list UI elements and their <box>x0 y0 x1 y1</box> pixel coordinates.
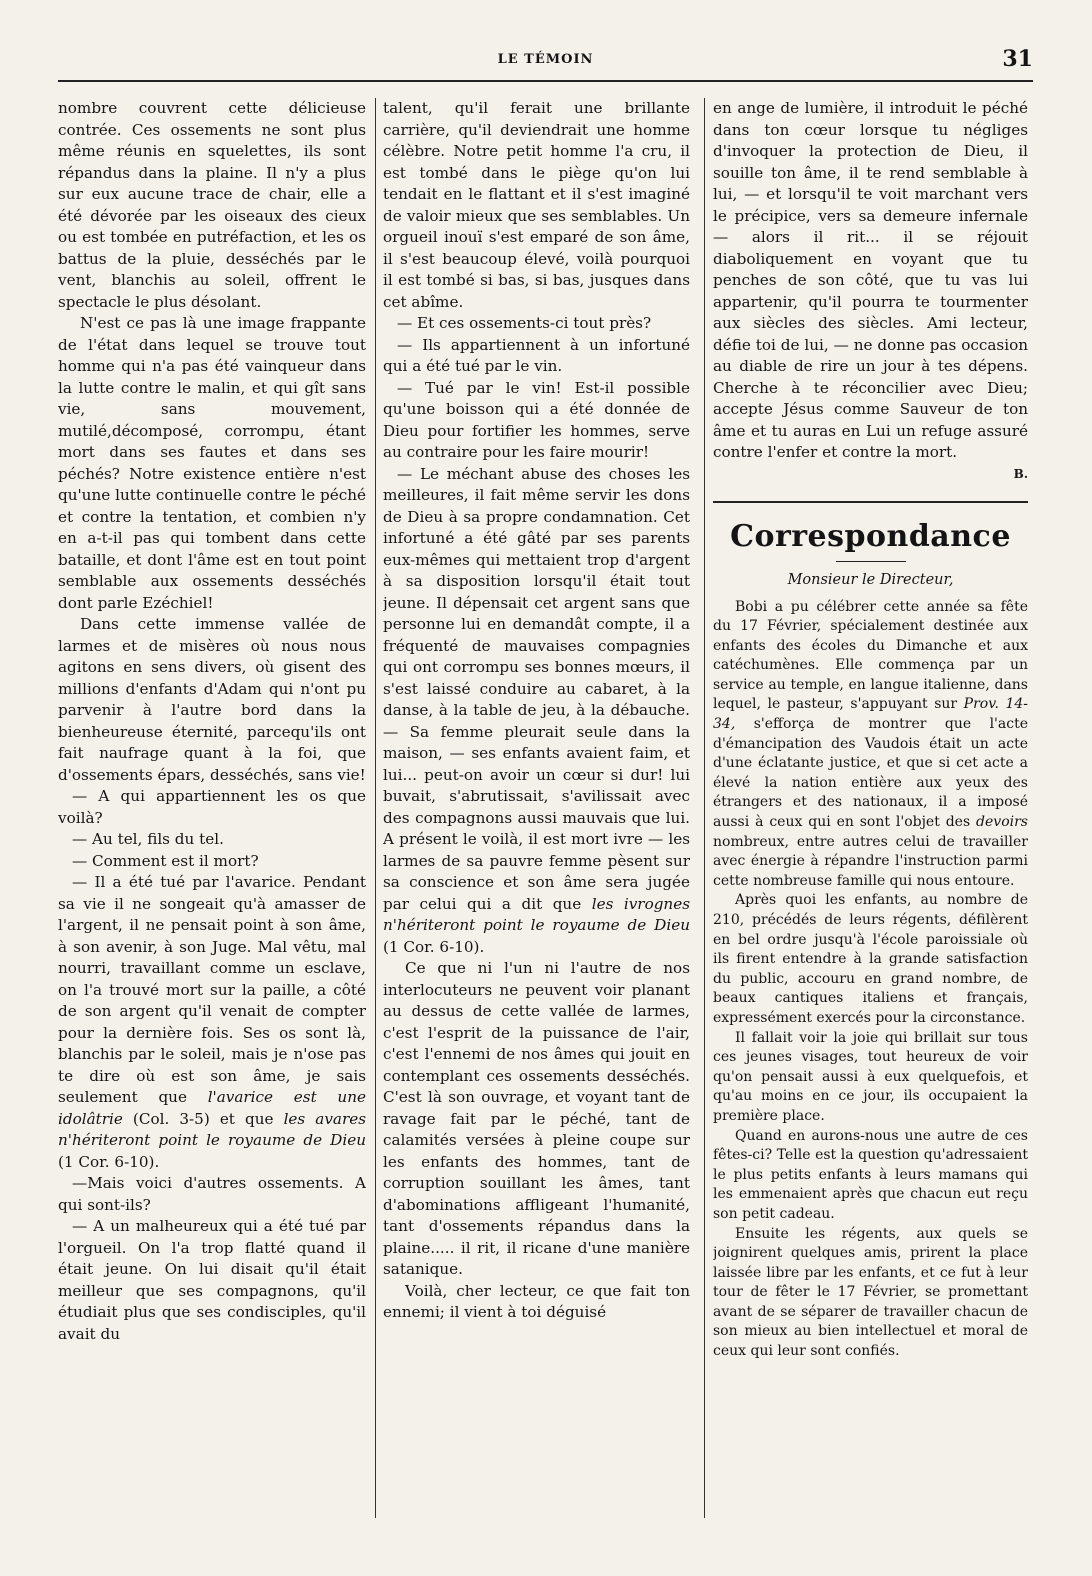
paragraph: Ce que ni l'un ni l'autre de nos interlocuteurs ne peuvent voir planant au dessus de cette vallée de larmes, c'est l'esprit de la puissance de l'air, c'est l'ennemi de nos âmes qui jouit en contemplant ces ossements desséchés. C'est là son ouvrage, et voyant tant de ravage fait par le péché, tant de calamités versées à pleine coupe sur les enfants des hommes, tant de corruption souillant les âmes, tant d'abominations affligeant l'humanité, tant d'ossements répandus dans la plaine..... il rit, il ricane d'une manière satanique. <box>383 959 690 1278</box>
paragraph: Quand en aurons-nous une autre de ces fêtes-ci? Telle est la question qu'adressaient le plus petits enfants à leurs mamans qui les emmenaient après que chacun eut reçu son petit cadeau. <box>713 1127 1028 1222</box>
dialogue-line: — Ils appartiennent à un infortuné qui a été tué par le vin. <box>383 335 690 375</box>
paragraph: Voilà, cher lecteur, ce que fait ton ennemi; il vient à toi déguisé <box>383 1281 690 1321</box>
paragraph: Après quoi les enfants, au nombre de 210, précédés de leurs régents, défilèrent en bel ordre jusqu'à l'école paroissiale où ils firent entendre à la grande satisfaction du public, accouru en grand nombre, de beaux cantiques italiens et français, expressément exercés pour la circonstance. <box>713 892 1028 1026</box>
paragraph: nombre couvrent cette délicieuse contrée. Ces ossements ne sont plus même réunis en squelettes, ils sont répandus dans la plaine. Il n'y a plus sur eux aucune trace de chair, elle a été dévorée par les oiseaux des cieux ou est tombée en putréfaction, et les os battus de la pluie, desséchés par le vent, blanchis au soleil, offrent le spectacle le plus désolant. <box>58 99 366 311</box>
page-number: 31 <box>1002 46 1033 72</box>
column-rule <box>375 98 376 1518</box>
paragraph: talent, qu'il ferait une brillante carrière, qu'il deviendrait une homme célèbre. Notre petit homme l'a cru, il est tombé dans le piège qu'on lui tendait en le flattant et il s'est imaginé de valoir mieux que ses semblables. Un orgueil inouï s'est emparé de son âme, il s'est beaucoup élevé, voilà pourquoi il est tombé si bas, si bas, jusques dans cet abîme. <box>383 99 690 311</box>
section-title: Correspondance <box>730 519 1011 554</box>
page-header <box>58 46 1033 76</box>
dialogue-line: — Tué par le vin! Est-il possible qu'une boisson qui a été donnée de Dieu pour fortifier les hommes, serve au contraire pour les faire mourir! <box>383 378 690 461</box>
text-run: nombreux, entre autres celui de travailler avec énergie à répandre l'instruction parmi cette nombreuse famille qui nous entoure. <box>713 833 1028 889</box>
scripture-quote: les ivrognes n'hériteront point le royaume de Dieu <box>383 894 690 934</box>
scripture-quote: les avares n'hériteront point le royaume de Dieu <box>58 1109 366 1149</box>
paragraph: Dans cette immense vallée de larmes et de misères où nous nous agitons en sens divers, où gisent des millions d'enfants d'Adam qui n'ont pu parvenir à l'autre bord dans la bienheureuse éternité, parcequ'ils ont fait naufrage quant à la foi, que d'ossements épars, desséchés, sans vie! <box>58 615 366 784</box>
text-run: — Il a été tué par l'avarice. Pendant sa vie il ne songeait qu'à amasser de l'argent, il ne pensait point à son âme, à son avenir, à son Juge. Mal vêtu, mal nourri, travaillant comme un esclave, on l'a trouvé mort sur la paille, a côté de son argent qu'il venait de compter pour la dernière fois. Ses os sont là, blanchis par le soleil, mais je n'ose pas te dire où est son âme, je sais seulement que <box>58 873 366 1106</box>
paragraph <box>713 598 1028 892</box>
header-rule <box>58 80 1033 82</box>
title-underline <box>836 561 906 562</box>
paragraph: Ensuite les régents, aux quels se joignirent quelques amis, prirent la place laissée libre par les enfants, et ce fut à leur tour de fêter le 17 Février, se promettant avant de se séparer de travailler chacun de son mieux au bien intellectuel et moral de ceux qui leur sont confiés. <box>713 1225 1028 1360</box>
dialogue-line <box>383 464 690 959</box>
scripture-quote: l'avarice est une idolâtrie <box>58 1088 366 1128</box>
salutation: Monsieur le Directeur, <box>787 572 954 588</box>
column-2 <box>383 98 690 1518</box>
citation: (1 Cor. 6-10). <box>58 1152 160 1171</box>
citation: (1 Cor. 6-10). <box>383 937 485 956</box>
emphasis: devoirs <box>976 814 1028 831</box>
paragraph: en ange de lumière, il introduit le péché dans ton cœur lorsque tu négliges d'invoquer la protection de Dieu, il souille ton âme, il te rend semblable à lui, — et lorsqu'il te voit marchant vers le précipice, vers sa demeure infernale — alors il rit... il se réjouit diaboliquement en voyant que tu penches de son côté, que tu vas lui appartenir, qu'il pourra te tourmenter aux siècles des siècles. Ami lecteur, défie toi de lui, — ne donne pas occasion au diable de rire un jour à tes dépens. Cherche à te réconcilier avec Dieu; accepte Jésus comme Sauveur de ton âme et tu auras en Lui un refuge assuré contre l'enfer et contre la mort. <box>713 99 1028 461</box>
column-3 <box>713 98 1028 1518</box>
dialogue-line: — Au tel, fils du tel. <box>72 830 224 848</box>
column-1 <box>58 98 366 1518</box>
dialogue-line: — Comment est il mort? <box>72 851 259 870</box>
signature: B. <box>1013 466 1028 481</box>
paragraph: Il fallait voir la joie qui brillait sur tous ces jeunes visages, tout heureux de voir qu'on pensait aussi à eux quelquefois, et qu'au moins en ce jour, ils occupaient la première place. <box>713 1029 1028 1124</box>
dialogue-line: — A qui appartiennent les os que voilà? <box>58 787 366 827</box>
text-run: — Le méchant abuse des choses les meilleures, il fait même servir les dons de Dieu à sa propre condamnation. Cet infortuné a été gâté par ses parents eux-mêmes qui mettaient trop d'argent à sa disposition lorsqu'il était tout jeune. Il dépensait cet argent sans que personne lui en demandât compte, il a fréquenté de mauvaises compagnies qui ont corrompu ses bonnes mœurs, il s'est laissé conduire au cabaret, à la danse, à la table de jeu, à la débauche. — Sa femme pleurait seule dans la maison, — ses enfants avaient faim, et lui... peut-on avoir un cœur si dur! lui buvait, s'abrutissait, s'avilissait avec des compagnons aussi mauvais que lui. A présent le voilà, il est mort ivre — les larmes de sa pauvre femme pèsent sur sa conscience et son âme sera jugée par celui qui a dit que <box>383 464 690 913</box>
column-rule <box>704 98 705 1518</box>
text-run: (Col. 3-5) et que <box>132 1109 274 1128</box>
scripture-ref: Prov. 14-34, <box>713 696 1028 733</box>
section-rule <box>713 501 1028 503</box>
dialogue-line: — A un malheureux qui a été tué par l'orgueil. On l'a trop flatté quand il était jeune. On lui disait qu'il était meilleur que ses compagnons, qu'il étudiait plus que ses condisciples, qu'il avait du <box>58 1217 366 1343</box>
paragraph: N'est ce pas là une image frappante de l'état dans lequel se trouve tout homme qui n'a pas été vainqueur dans la lutte contre le malin, et qui gît sans vie, sans mouvement, mutilé,décomposé, corrompu, étant mort dans ses fautes et dans ses péchés? Notre existence entière n'est qu'une lutte continuelle contre le péché et contre la tentation, et combien n'y en a-t-il pas qui tombent dans cette bataille, et dont l'âme est en tout point semblable aux ossements desséchés dont parle Ezéchiel! <box>58 314 366 612</box>
correspondence-body <box>713 598 1028 1362</box>
text-run: Bobi a pu célébrer cette année sa fête du 17 Février, spécialement destinée aux enfants des écoles du Dimanche et aux catéchumènes. Elle commença par un service au temple, en langue italienne, dans lequel, le pasteur, s'appuyant sur <box>713 598 1028 713</box>
running-title: LE TÉMOIN <box>497 52 594 67</box>
dialogue-line: — Et ces ossements-ci tout près? <box>397 314 652 332</box>
text-run: s'efforça de montrer que l'acte d'émancipation des Vaudois était un acte d'une éclatante justice, et que si cet acte a élevé la nation entière aux yeux des étrangers et des nationaux, il a imposé aussi à ceux qui en sont l'objet des <box>713 716 1028 831</box>
dialogue-line: —Mais voici d'autres ossements. A qui sont-ils? <box>58 1174 366 1214</box>
dialogue-line <box>58 872 366 1173</box>
